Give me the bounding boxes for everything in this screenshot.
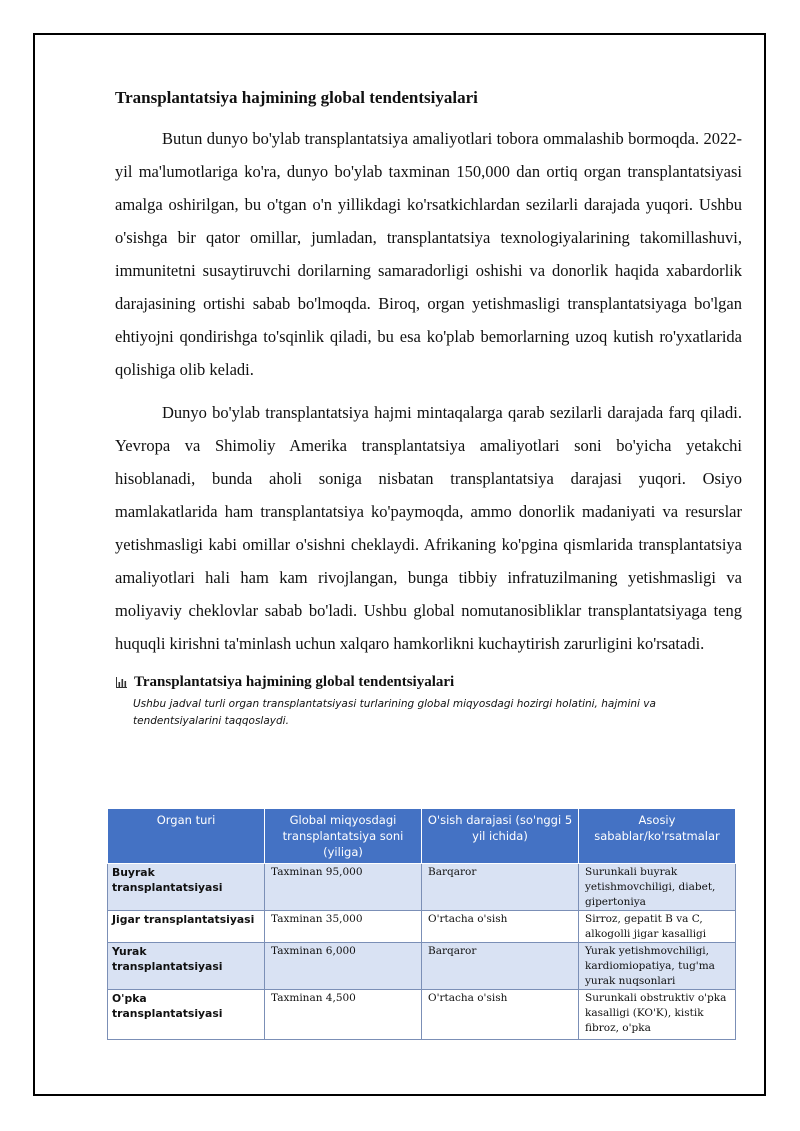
table-cell: O'rtacha o'sish	[422, 911, 579, 943]
table-cell: Jigar transplantatsiyasi	[108, 911, 265, 943]
table-cell: O'pka transplantatsiyasi	[108, 990, 265, 1040]
table-cell: Barqaror	[422, 943, 579, 990]
table-cell: Surunkali buyrak yetishmovchiligi, diabet, gipertoniya	[579, 864, 736, 911]
table-row	[108, 864, 736, 911]
table-cell: Taxminan 35,000	[265, 911, 422, 943]
table-cell: Taxminan 95,000	[265, 864, 422, 911]
column-header: Asosiy sabablar/ko'rsatmalar	[579, 809, 736, 864]
table-cell: Taxminan 6,000	[265, 943, 422, 990]
table-row	[108, 990, 736, 1040]
table-cell: Yurak transplantatsiyasi	[108, 943, 265, 990]
table-heading	[115, 672, 742, 692]
column-header: O'sish darajasi (so'nggi 5 yil ichida)	[422, 809, 579, 864]
table-row	[108, 943, 736, 990]
table-cell: Yurak yetishmovchiligi, kardiomiopatiya, tug'ma yurak nuqsonlari	[579, 943, 736, 990]
column-header: Global miqyosdagi transplantatsiya soni (yiliga)	[265, 809, 422, 864]
table-cell: O'rtacha o'sish	[422, 990, 579, 1040]
bar-chart-icon	[115, 676, 128, 689]
table-header-row	[108, 809, 736, 864]
table-cell: Sirroz, gepatit B va C, alkogolli jigar kasalligi	[579, 911, 736, 943]
paragraph-1: Butun dunyo bo'ylab transplantatsiya amaliyotlari tobora ommalashib bormoqda. 2022-yil ma'lumotlariga ko'ra, dunyo bo'ylab taxminan 150,000 dan ortiq organ transplantatsiyasi amalga oshirilgan, bu o'tgan o'n yillikdagi ko'rsatkichlardan sezilarli darajada yuqori. Ushbu o'sishga bir qator omillar, jumladan, transplantatsiya texnologiyalarining takomillashuvi, immunitetni susaytiruvchi dorilarning samaradorligi oshishi va donorlik haqida xabardorlik darajasining ortishi sabab bo'lmoqda. Biroq, organ yetishmasligi transplantatsiyaga bo'lgan ehtiyojni qondirishga to'sqinlik qiladi, bu esa ko'plab bemorlarning uzoq kutish ro'yxatlarida qolishiga olib keladi.	[115, 129, 742, 379]
table-cell: Taxminan 4,500	[265, 990, 422, 1040]
paragraph-2: Dunyo bo'ylab transplantatsiya hajmi mintaqalarga qarab sezilarli darajada farq qiladi. Yevropa va Shimoliy Amerika transplantatsiya amaliyotlari soni bo'yicha yetakchi hisoblanadi, bunda aholi soniga nisbatan transplantatsiya darajasi yuqori. Osiyo mamlakatlarida ham transplantatsiya ko'paymoqda, ammo donorlik madaniyati va resurslar yetishmasligi kabi omillar o'sishni cheklaydi. Afrikaning ko'pgina qismlarida transplantatsiya amaliyotlari hali ham kam rivojlangan, bunga tibbiy infratuzilmaning yetishmasligi va moliyaviy cheklovlar sabab bo'ladi. Ushbu global nomutanosibliklar transplantatsiyaga teng huquqli kirishni ta'minlash uchun xalqaro hamkorlikni kuchaytirish zarurligini ko'rsatadi.	[115, 403, 742, 653]
table-row	[108, 911, 736, 943]
table-caption: Ushbu jadval turli organ transplantatsiyasi turlarining global miqyosdagi hozirgi holatini, hajmini va tendentsiyalarini taqqoslaydi.	[133, 698, 656, 727]
section-title: Transplantatsiya hajmining global tendentsiyalari	[115, 88, 478, 107]
column-header: Organ turi	[108, 809, 265, 864]
table-cell: Barqaror	[422, 864, 579, 911]
table-cell: Buyrak transplantatsiyasi	[108, 864, 265, 911]
table-cell: Surunkali obstruktiv o'pka kasalligi (KO'K), kistik fibroz, o'pka	[579, 990, 736, 1040]
table-heading-text: Transplantatsiya hajmining global tendentsiyalari	[134, 674, 455, 690]
organ-transplant-table	[107, 808, 736, 1040]
document-body	[115, 86, 742, 734]
